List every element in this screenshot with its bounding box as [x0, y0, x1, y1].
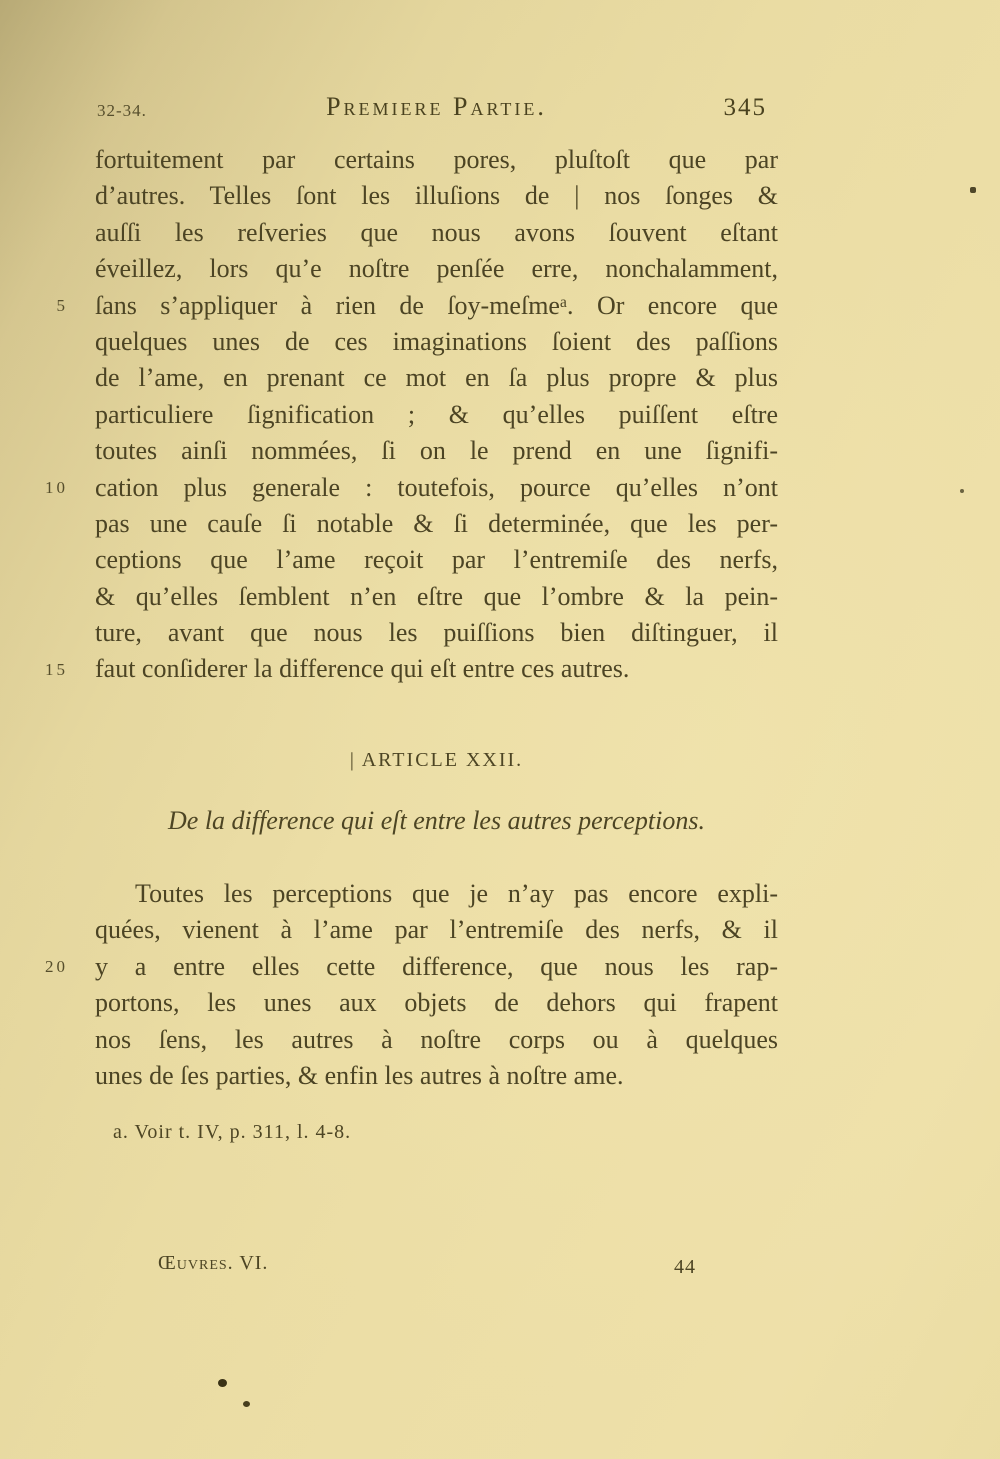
text-line: Toutes les perceptions que je n’ay pas encore expli- [135, 879, 778, 908]
text-line: ſans s’appliquer à rien de ſoy-meſmeᵃ. Or encore que [95, 290, 778, 320]
paragraph-2 [95, 876, 778, 1094]
margin-line-number-20: 20 [45, 957, 68, 976]
ink-speck [960, 489, 964, 493]
footer-signature-title: Œuvres. VI. [158, 1252, 269, 1274]
margin-line-number-5: 5 [56, 296, 68, 315]
text-line: quelques unes de ces imaginations ſoient des paſſions [95, 326, 778, 356]
text-line: éveillez, lors qu’e noſtre penſée erre, nonchalamment, [95, 254, 778, 284]
ink-speck [970, 187, 976, 193]
text-line: faut conſiderer la difference qui eſt entre ces autres. [95, 654, 630, 684]
page-number: 345 [723, 94, 767, 121]
text-line: nos ſens, les autres à noſtre corps ou à quelques [95, 1024, 778, 1054]
header-line-range: 32-34. [97, 101, 147, 120]
text-line: auſſi les reſveries que nous avons ſouvent eſtant [95, 217, 778, 247]
text-line: ture, avant que nous les puiſſions bien diſtinguer, il [95, 618, 778, 648]
text-line: y a entre elles cette difference, que nous les rap- [95, 951, 778, 981]
text-line: cation plus generale : toutefois, pource qu’elles n’ont [95, 472, 778, 502]
footer-sheet-number: 44 [674, 1256, 696, 1278]
text-line: d’autres. Telles ſont les illuſions de | nos ſonges & [95, 181, 778, 211]
margin-line-number-10: 10 [45, 478, 68, 497]
text-line: quées, vienent à l’ame par l’entremiſe des nerfs, & il [95, 915, 778, 945]
text-line: fortuitement par certains pores, pluſtoſt que par [95, 145, 778, 174]
footnote: a. Voir t. IV, p. 311, l. 4-8. [113, 1121, 352, 1143]
text-line: unes de ſes parties, & enfin les autres à noſtre ame. [95, 1060, 624, 1090]
article-subtitle: De la difference qui eſt entre les autres perceptions. [168, 806, 705, 835]
text-line: portons, les unes aux objets de dehors qui frapent [95, 988, 778, 1018]
running-title: Premiere Partie. [326, 92, 547, 121]
text-line: toutes ainſi nommées, ſi on le prend en une ſignifi- [95, 436, 778, 466]
ink-blot [243, 1401, 250, 1407]
text-line: & qu’elles ſemblent n’en eſtre que l’ombre & la pein- [95, 581, 778, 611]
ink-blot [218, 1379, 227, 1387]
text-line: pas une cauſe ſi notable & ſi determinée, que les per- [95, 508, 778, 538]
text-line: de l’ame, en prenant ce mot en ſa plus propre & plus [95, 363, 778, 393]
article-heading: | ARTICLE XXII. [349, 749, 524, 771]
margin-line-number-15: 15 [45, 660, 68, 679]
text-line: ceptions que l’ame reçoit par l’entremiſe des nerfs, [95, 545, 778, 575]
text-line: particuliere ſignification ; & qu’elles puiſſent eſtre [95, 399, 778, 429]
paragraph-1 [95, 142, 778, 688]
